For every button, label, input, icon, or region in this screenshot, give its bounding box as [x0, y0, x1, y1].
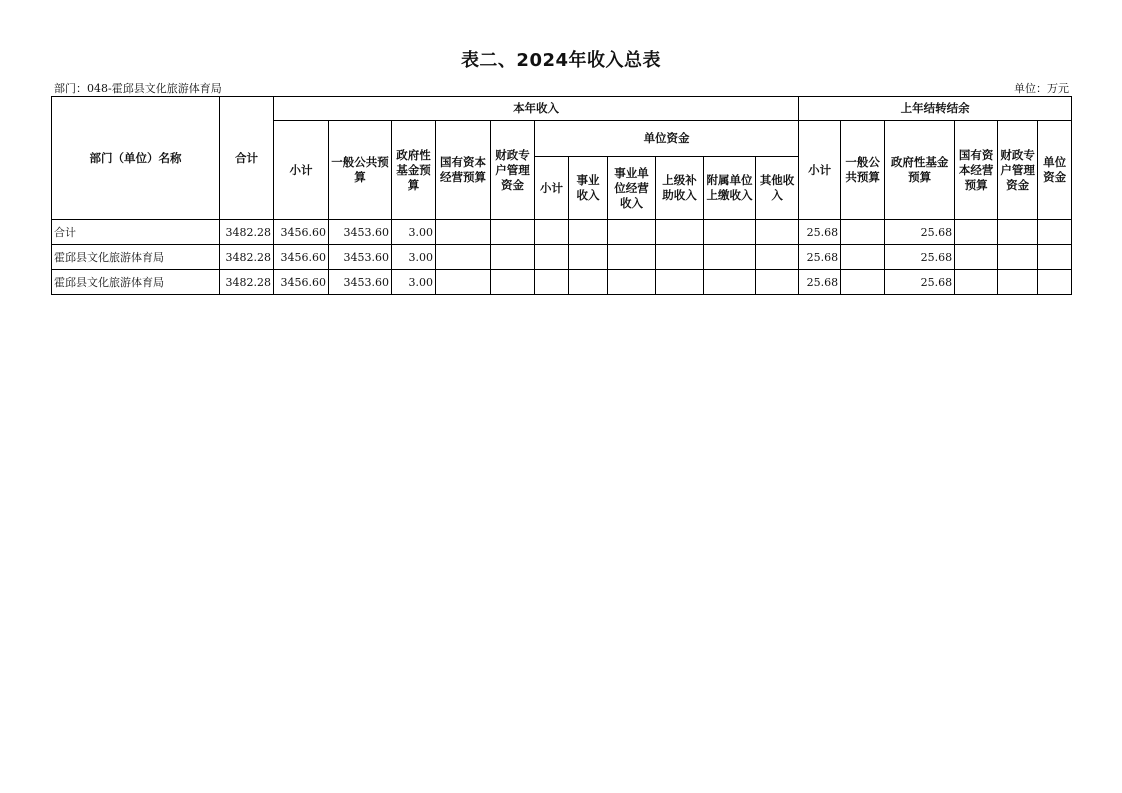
header-prev-fiscal-special: 财政专户管理资金 — [998, 121, 1038, 220]
cell-prev-fiscal-special — [998, 220, 1038, 245]
cell-fiscal-special — [491, 270, 535, 295]
cell-business-operating — [608, 220, 656, 245]
header-previous-year: 上年结转结余 — [799, 97, 1072, 121]
header-gov-fund-budget: 政府性基金预算 — [392, 121, 436, 220]
header-state-capital-budget: 国有资本经营预算 — [436, 121, 491, 220]
cell-superior-subsidy — [656, 220, 704, 245]
header-prev-unit-funds: 单位资金 — [1038, 121, 1072, 220]
cell-business-operating — [608, 270, 656, 295]
header-unit-subtotal: 小计 — [535, 157, 569, 220]
header-general-budget: 一般公共预算 — [329, 121, 392, 220]
cell-state-capital-budget — [436, 220, 491, 245]
cell-other-income — [756, 270, 799, 295]
cell-general-budget: 3453.60 — [329, 270, 392, 295]
cell-business-income — [569, 220, 608, 245]
cell-gov-fund-budget: 3.00 — [392, 245, 436, 270]
cell-business-income — [569, 270, 608, 295]
cell-affiliated-payment — [704, 270, 756, 295]
cell-total: 3482.28 — [220, 245, 274, 270]
header-fiscal-special: 财政专户管理资金 — [491, 121, 535, 220]
cell-total: 3482.28 — [220, 220, 274, 245]
row-name: 霍邱县文化旅游体育局 — [52, 245, 220, 270]
cell-state-capital-budget — [436, 270, 491, 295]
cell-fiscal-special — [491, 245, 535, 270]
cell-prev-state-capital — [955, 270, 998, 295]
cell-state-capital-budget — [436, 245, 491, 270]
cell-business-operating — [608, 245, 656, 270]
header-unit-funds: 单位资金 — [535, 121, 799, 157]
header-business-operating: 事业单位经营收入 — [608, 157, 656, 220]
table-row — [52, 270, 1072, 295]
cell-other-income — [756, 220, 799, 245]
cell-prev-unit-funds — [1038, 270, 1072, 295]
table-row — [52, 245, 1072, 270]
cell-prev-fiscal-special — [998, 270, 1038, 295]
header-name: 部门（单位）名称 — [52, 97, 220, 220]
cell-gov-fund-budget: 3.00 — [392, 270, 436, 295]
cell-unit-subtotal — [535, 245, 569, 270]
cell-prev-gov-fund: 25.68 — [885, 245, 955, 270]
income-summary-table — [51, 96, 1072, 295]
header-prev-gov-fund: 政府性基金预算 — [885, 121, 955, 220]
cell-prev-general — [841, 245, 885, 270]
cell-unit-subtotal — [535, 270, 569, 295]
cell-prev-state-capital — [955, 220, 998, 245]
unit-label: 单位：万元 — [1014, 82, 1069, 95]
cell-superior-subsidy — [656, 245, 704, 270]
cell-prev-state-capital — [955, 245, 998, 270]
cell-prev-fiscal-special — [998, 245, 1038, 270]
header-affiliated-payment: 附属单位上缴收入 — [704, 157, 756, 220]
cell-affiliated-payment — [704, 245, 756, 270]
header-superior-subsidy: 上级补助收入 — [656, 157, 704, 220]
header-subtotal: 小计 — [274, 121, 329, 220]
cell-business-income — [569, 245, 608, 270]
cell-prev-subtotal: 25.68 — [799, 220, 841, 245]
cell-prev-subtotal: 25.68 — [799, 245, 841, 270]
cell-affiliated-payment — [704, 220, 756, 245]
cell-prev-unit-funds — [1038, 220, 1072, 245]
header-current-year: 本年收入 — [274, 97, 799, 121]
cell-subtotal: 3456.60 — [274, 220, 329, 245]
department-label: 部门：048-霍邱县文化旅游体育局 — [54, 82, 222, 95]
header-other-income: 其他收入 — [756, 157, 799, 220]
cell-general-budget: 3453.60 — [329, 245, 392, 270]
cell-prev-gov-fund: 25.68 — [885, 270, 955, 295]
header-business-income: 事业收入 — [569, 157, 608, 220]
header-prev-general: 一般公共预算 — [841, 121, 885, 220]
row-name: 霍邱县文化旅游体育局 — [52, 270, 220, 295]
cell-gov-fund-budget: 3.00 — [392, 220, 436, 245]
page-title: 表二、2024年收入总表 — [460, 50, 662, 71]
cell-prev-general — [841, 270, 885, 295]
header-total: 合计 — [220, 97, 274, 220]
cell-total: 3482.28 — [220, 270, 274, 295]
cell-fiscal-special — [491, 220, 535, 245]
cell-prev-subtotal: 25.68 — [799, 270, 841, 295]
table-row — [52, 220, 1072, 245]
cell-other-income — [756, 245, 799, 270]
cell-general-budget: 3453.60 — [329, 220, 392, 245]
cell-subtotal: 3456.60 — [274, 245, 329, 270]
cell-prev-unit-funds — [1038, 245, 1072, 270]
cell-superior-subsidy — [656, 270, 704, 295]
cell-subtotal: 3456.60 — [274, 270, 329, 295]
row-name: 合计 — [52, 220, 220, 245]
header-prev-subtotal: 小计 — [799, 121, 841, 220]
cell-prev-general — [841, 220, 885, 245]
header-prev-state-capital: 国有资本经营预算 — [955, 121, 998, 220]
cell-prev-gov-fund: 25.68 — [885, 220, 955, 245]
cell-unit-subtotal — [535, 220, 569, 245]
